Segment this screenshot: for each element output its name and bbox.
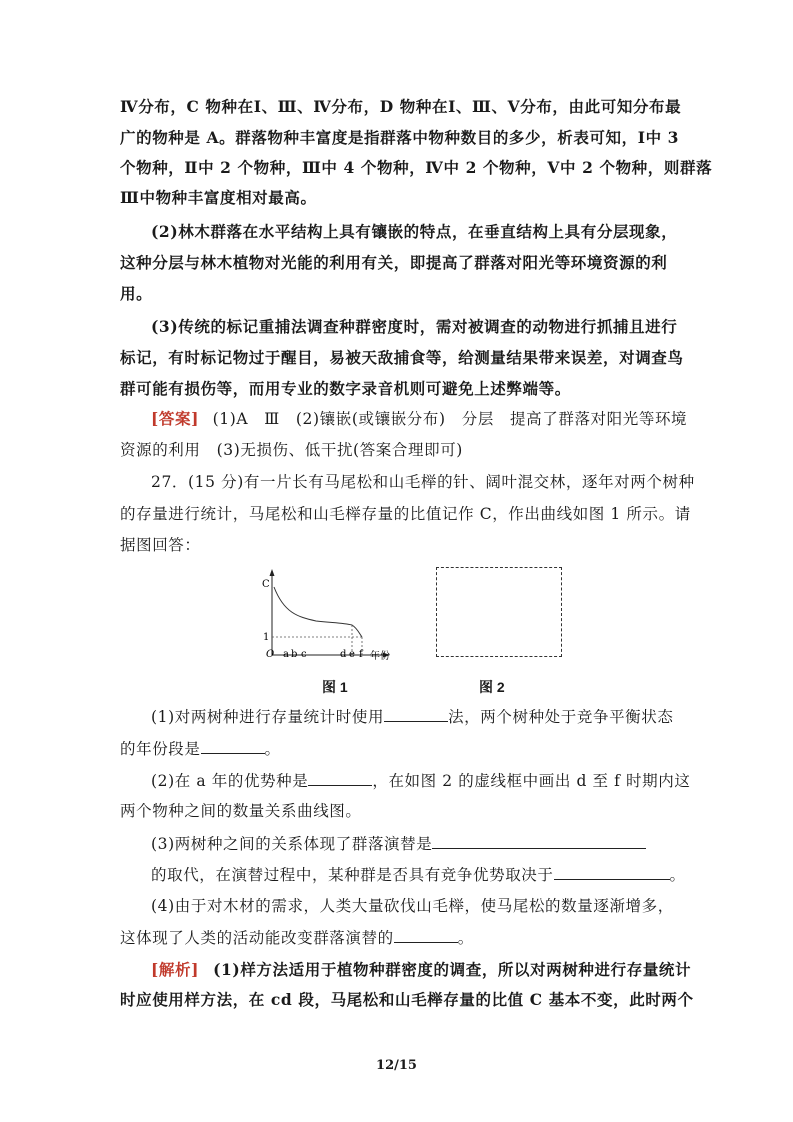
analysis-tag: [解析] bbox=[151, 960, 200, 979]
analysis-p3-line-2: 标记，有时标记物过于醒目，易被天敌捕食等，给测量结果带来误差，对调查鸟 bbox=[120, 348, 684, 367]
analysis-2-text-1: (1)样方法适用于植物种群密度的调查，所以对两树种进行存量统计 bbox=[213, 960, 692, 979]
x-tick-f: f bbox=[359, 649, 363, 660]
x-axis-label: 年份 bbox=[370, 651, 390, 662]
x-tick-b: b bbox=[291, 649, 298, 660]
question-1-text-d: 。 bbox=[264, 740, 281, 758]
question-4-text-c: 。 bbox=[457, 929, 474, 947]
question-2-text-a: (2)在 a 年的优势种是 bbox=[151, 772, 309, 790]
question-2-line-1 bbox=[151, 770, 691, 791]
x-tick-d: d bbox=[340, 649, 347, 660]
analysis-p3-line-3: 群可能有损伤等，而用专业的数字录音机则可避免上述弊端等。 bbox=[120, 379, 571, 398]
answer-line-1 bbox=[151, 409, 688, 429]
answer-line-2: 资源的利用 (3)无损伤、低干扰(答案合理即可) bbox=[120, 441, 463, 459]
page-number: 12/15 bbox=[376, 1058, 417, 1073]
analysis-2-line-2: 时应使用样方法，在 cd 段，马尾松和山毛榉存量的比值 C 基本不变，此时两个 bbox=[120, 990, 694, 1009]
question-1-text-b: 法，两个树种处于竞争平衡状态 bbox=[448, 708, 674, 726]
question-1-text-c: 的年份段是 bbox=[120, 740, 201, 758]
figure-2-dashed-box[interactable] bbox=[436, 567, 562, 657]
analysis-p3-line-1: (3)传统的标记重捕法调查种群密度时，需对被调查的动物进行抓捕且进行 bbox=[151, 317, 678, 336]
ratio-curve bbox=[274, 587, 362, 637]
answer-text-1: (1)A Ⅲ (2)镶嵌(或镶嵌分布) 分层 提高了群落对阳光等环境 bbox=[212, 410, 688, 428]
question-3-text-b: 的取代，在演替过程中，某种群是否具有竞争优势取决于 bbox=[151, 866, 554, 884]
x-tick-e: e bbox=[349, 649, 355, 660]
y-axis-label: C bbox=[262, 579, 270, 590]
analysis-2-line-1 bbox=[151, 960, 692, 980]
question-3-line-1 bbox=[151, 833, 681, 854]
analysis-p2-line-3: 用。 bbox=[120, 284, 153, 303]
answer-tag: [答案] bbox=[151, 409, 200, 428]
y-tick-1: 1 bbox=[263, 632, 270, 643]
question-4-line-1: (4)由于对木材的需求，人类大量砍伐山毛榉，使马尾松的数量逐渐增多， bbox=[151, 897, 674, 915]
figure-1-caption: 图 1 bbox=[322, 679, 348, 695]
question-3-text-c: 。 bbox=[669, 866, 686, 884]
question-2-line-2: 两个物种之间的数量关系曲线图。 bbox=[120, 802, 362, 820]
answer-blank-3[interactable] bbox=[308, 770, 372, 786]
question-3-line-2 bbox=[151, 864, 686, 885]
question-4-line-2 bbox=[120, 927, 680, 948]
question-4-text-b: 这体现了人类的活动能改变群落演替的 bbox=[120, 929, 394, 947]
analysis-line-4: Ⅲ中物种丰富度相对最高。 bbox=[120, 188, 317, 207]
question-2-text-b: ，在如图 2 的虚线框中画出 d 至 f 时期内这 bbox=[372, 772, 691, 790]
question-1-text-a: (1)对两树种进行存量统计时使用 bbox=[151, 708, 385, 726]
x-tick-a: a bbox=[283, 649, 289, 660]
analysis-line-1: Ⅳ分布，C 物种在Ⅰ、Ⅲ、Ⅳ分布，D 物种在Ⅰ、Ⅲ、Ⅴ分布，由此可知分布最 bbox=[120, 97, 682, 116]
q27-line-1: 27．(15 分)有一片长有马尾松和山毛榉的针、阔叶混交林，逐年对两个树种 bbox=[151, 473, 695, 491]
analysis-line-2: 广的物种是 A。群落物种丰富度是指群落中物种数目的多少，析表可知，Ⅰ中 3 bbox=[120, 128, 680, 147]
question-1-line-2 bbox=[120, 738, 680, 759]
y-axis-arrow bbox=[270, 569, 275, 576]
analysis-line-3: 个物种，Ⅱ中 2 个物种，Ⅲ中 4 个物种，Ⅳ中 2 个物种，Ⅴ中 2 个物种，则群落 bbox=[120, 158, 713, 177]
origin-label: O bbox=[266, 649, 275, 660]
figure-2-caption: 图 2 bbox=[479, 679, 505, 695]
q27-line-2: 的存量进行统计，马尾松和山毛榉存量的比值记作 C，作出曲线如图 1 所示。请 bbox=[120, 505, 691, 523]
answer-blank-1[interactable] bbox=[384, 706, 448, 722]
figure-1-chart bbox=[258, 565, 410, 665]
question-3-text-a: (3)两树种之间的关系体现了群落演替是 bbox=[151, 835, 433, 853]
analysis-p2-line-2: 这种分层与林木植物对光能的利用有关，即提高了群落对阳光等环境资源的利 bbox=[120, 253, 668, 272]
question-1-line-1 bbox=[151, 706, 681, 727]
answer-blank-2[interactable] bbox=[201, 738, 265, 754]
answer-blank-5[interactable] bbox=[554, 864, 670, 880]
answer-blank-6[interactable] bbox=[394, 927, 458, 943]
analysis-p2-line-1: (2)林木群落在水平结构上具有镶嵌的特点，在垂直结构上具有分层现象， bbox=[151, 222, 678, 241]
q27-line-3: 据图回答： bbox=[120, 536, 201, 554]
x-tick-c: c bbox=[301, 649, 307, 660]
answer-blank-4[interactable] bbox=[432, 833, 646, 849]
